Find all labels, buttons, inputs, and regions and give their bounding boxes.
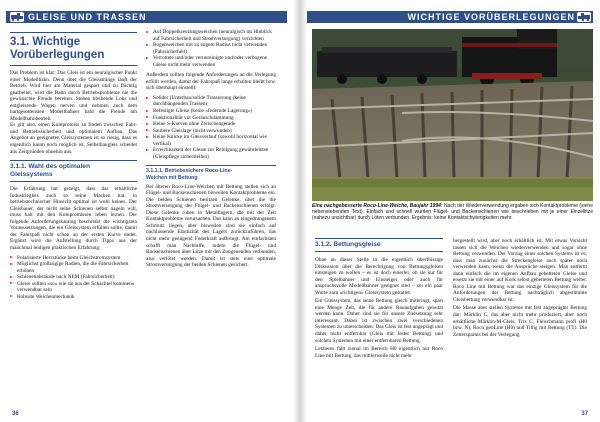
left-page	[0, 0, 293, 422]
list-item: Möglichst großzügige Radien, die die Fahrsicherheit erhöhen	[10, 261, 137, 274]
subsection-rule-bottom	[315, 251, 443, 252]
bullet-triangle-icon	[146, 57, 149, 59]
right-header-title: WICHTIGE VORÜBERLEGUNGEN	[407, 12, 575, 22]
right-column-2	[453, 238, 587, 338]
train-logo-icon	[10, 12, 24, 22]
list-item: Bogenweichen mit zu engem Radius nicht verwenden (Fahrsicherheit)	[146, 42, 276, 55]
section-title: 3.1. Wichtige Vorüberlegungen	[10, 36, 105, 61]
bullet-triangle-icon	[146, 97, 149, 99]
paragraph: Das Problem ist klar: Das Gleis ist ein neuralgischer Punkt einer Modellbahn. Denn über die Gleisstränge läuft der Betrieb. Wird hier am Material gespart und zu flüchtig gearbeitet, wird die Bahn durch Betriebsprobleme nie die gewünschte Freude bereiten. Stehen bleibende Loks und entgleisende Wagen nerven und nehmen auch dem hartgesottensten Modellbahner bald die Freude am Modellbahnbetrieb.	[10, 70, 137, 122]
bullet-triangle-icon	[10, 256, 13, 258]
list-item: Keine Knicke im Gleisverlauf (sowohl horizontal wie vertikal)	[146, 134, 276, 147]
bullet-triangle-icon	[146, 149, 149, 151]
page-number: 37	[581, 411, 588, 417]
right-column-1	[315, 238, 443, 359]
bullet-triangle-icon	[146, 110, 149, 112]
book-gutter	[293, 0, 307, 422]
section-rule-bottom	[10, 65, 137, 66]
list-item: Polarisierte Herzstücke beim Gleichstromsystem	[10, 255, 137, 262]
bullet-triangle-icon	[10, 282, 13, 284]
paragraph: Die Masse aber stellen Systeme mit fest angeprägter Bettung dar: Märklin C, das aber nicht mehr produziert, aber noch erhältliche Märklin-M-Gleis, Trix C, Fleischmann profi (H0 bzw. N), Roco geoLine (H0) und Tillig mit Bettung (TT). Die Zeitersparnis bei der Verlegung	[453, 305, 587, 338]
list-item: Funktionalität vor Geräuschdämmung	[146, 115, 276, 122]
left-column-2	[146, 29, 276, 269]
list-item: Verrottete und/oder verunreinigte und/oder verbogene Gleise nicht mehr verwenden	[146, 55, 276, 68]
section-rule	[10, 32, 137, 33]
turnout-photo	[312, 29, 593, 201]
right-header-bar	[307, 11, 593, 23]
list-item: Schienenabstände nach NEM (Fahrsicherheit)	[10, 274, 137, 281]
model-railway-photo	[312, 29, 593, 201]
right-page	[307, 0, 600, 422]
paragraph: Bei älteren Roco-Line-Weichen mit Bettung stellen sich an Flügel- und Backenschienen bisweilen Kontaktprobleme ein. Die beiden Schienen besitzen Gelenke, über die die Stromversorgung der Flügel- und Backenschienen erfolgt. Diese Gelenke ruhen in Metalllagern, die mit der Zeit Kontaktprobleme verursachen. Das kann an eingedrungenem Schmutz liegen, aber bisweilen sind sie einfach auf nachlassende Elastizität des Lagers zurückzuführen, das nicht mehr genügend Federkraft aufbringt. Am einfachsten schafft man Nachhilfe, indem die Flügel- und Backenschienen über Litze mit den Zungenenden verbunden, also verlötet werden. Damit ist stets eine optimale Stromversorgung der beiden Schienen gesichert.	[146, 183, 276, 269]
subsection-rule-bottom	[10, 181, 137, 182]
bullet-triangle-icon	[146, 44, 149, 46]
list-item: Auf Doppelkreuzungsweichen (neuralgisch im Hinblick auf Fahrsicherheit und Stromversorgung) verzichten	[146, 29, 276, 42]
paragraph: Die Erfahrung hat gezeigt, dass das erhältliche Industriegleis auch so seine Macken hat, in betriebstechnischer Hinsicht optimal ist wohl keines. Der Gleisbauer, der nicht seine Schienen selbst nageln will, muss halt mit den Kompromissen leben lernen. Der folgende Anforderungskatalog beschreibt die wichtigsten Voraussetzungen, die ein Gleissystem erfüllen sollte, damit der Fahrspaß nicht schon an der ersten Kurve endet. Ergänzt wird die Aufstellung durch Tipps aus der manchmal leidigen praktischen Erfahrung:	[10, 186, 137, 252]
list-item: Robuste Weichenmechanik	[10, 294, 137, 301]
left-column-1	[10, 32, 137, 300]
bullet-triangle-icon	[146, 31, 149, 33]
caption-text: Nach der Wiederverwendung ergaben sich Kontaktprobleme (siehe nebenstehenden Text). Einfach und schnell wurden Flügel- und Backenschienen wie beschrieben mit je einer Einzellitze (nahezu unsichtbar) durch Löten verbunden. Ergebnis: keine Kontaktschwierigkeiten mehr.	[312, 203, 593, 222]
paragraph: Letzteres fällt zumal im Bereich H0 eigentlich nur Roco Line mit Bettung, das mittlerweile nicht mehr	[315, 346, 443, 359]
bullet-triangle-icon	[146, 136, 149, 138]
requirements-list	[10, 255, 137, 301]
list-item: Keine S-Kurven ohne Zwischengerade	[146, 121, 276, 128]
paragraph: Es gilt also, einen Kompromiss zu finden zwischen Fahr- und Betriebssicherheit und optimalem Aufbau. Das Angebot an geeigneten Gleissystemen ist so riesig, dass es eigentlich kaum noch möglich ist, Selbstbaugleis scheidet aus Zeitgründen ohnehin aus.	[10, 122, 137, 155]
paragraph: hergestellt wird, aber noch erhältlich ist. Mit etwas Vorsicht lassen sich die Weichen wiederverwenden und sogar ohne Bettung verwenden. Der Vorzug eines solchen Systems ist es, dass man zunächst die Streckengleise auch später noch verwenden kann, wenn die Ansprüche steigen. Man entfernt dann einfach die im eigenen Aufbau gebetteten Gleise und ersetzt sie mit einer auf Kork selbst gebetteten Bettung weiter. Roco Line mit Bettung war das einzige Gleissystem für die Anforderungen der Bettung nachträglich abgestimmte Gleisbettung verwendbar ist.	[453, 238, 587, 303]
bullet-triangle-icon	[146, 123, 149, 125]
paragraph: Außerdem sollten folgende Anforderungen an die Verlegung erfüllt werden, damit der Fahrspaß lange erhalten bleibt bzw. sich überhaupt einstellt:	[146, 72, 276, 92]
laying-list	[146, 95, 276, 160]
paragraph: Ohne an dieser Stelle in die eigentlich überflüssige Diskussion über die Berechtigung von Bettungsgleisen einsteigen zu wollen – es ist doch einerlei, ob sie nur für den Spielbahner und Einsteiger oder auch für anspruchsvolle Modellbahner geeignet sind – sei ein paar Worte zum «richtigen» Gleissystem gestattet.	[315, 257, 443, 296]
train-logo-icon	[577, 12, 591, 22]
bullet-triangle-icon	[10, 263, 13, 265]
left-header-title: GLEISE UND TRASSEN	[28, 12, 147, 22]
list-item: Befestigte Gleise (keine «federnde Lagerung»)	[146, 108, 276, 115]
list-item: Erreichbarkeit der Gleise zur Reinigung gewährleisten (Gleispflege sicherstellen)	[146, 147, 276, 160]
subsubsection-title: 3.1.1.1. Betriebssichere Roco-Line- Weichen mit Bettung	[146, 168, 233, 181]
subsection-rule	[315, 238, 443, 239]
subsection-rule	[10, 160, 137, 161]
list-item: Solider (Unterbau/solide Trassierung (keine durchhängenden Trassen)	[146, 95, 276, 108]
bullet-triangle-icon	[146, 116, 149, 118]
bullet-triangle-icon	[146, 129, 149, 131]
avoid-list	[146, 29, 276, 68]
page-number: 36	[12, 411, 19, 417]
caption-lead: Eine nachgebesserte Roco-Line-Weiche, Baujahr 1994:	[312, 203, 443, 209]
photo-caption	[312, 203, 593, 222]
subsection-title: 3.1.2. Bettungsgleise	[315, 241, 381, 248]
paragraph: Ein Gleissystem, das seine Bettung gleich mitbringt, spart eine Menge Zeit, die für andere Bauaufgaben genutzt werden kann. Daher sind sie für unsere Zielsetzung sehr interessant. Dabei ist zwischen zwei verschiedenen Systemen zu unterscheiden: Das Gleis ist fest angeprägt und daher nicht entfernbar (Gleis mit fester Bettung) und solchen Systemen mit einer entfernbaren Bettung.	[315, 298, 443, 344]
subsection-rule	[146, 165, 276, 166]
bullet-triangle-icon	[10, 276, 13, 278]
bullet-triangle-icon	[10, 295, 13, 297]
list-item: Gleise sollten «so» wie sie aus der Schachtel kommen» verwendbar sein	[10, 281, 137, 294]
left-header-bar	[6, 11, 287, 23]
list-item: Saubere Gleislage (nicht verwunden)	[146, 128, 276, 135]
subsection-title: 3.1.1. Wahl des optimalen Gleissystems	[10, 163, 91, 179]
